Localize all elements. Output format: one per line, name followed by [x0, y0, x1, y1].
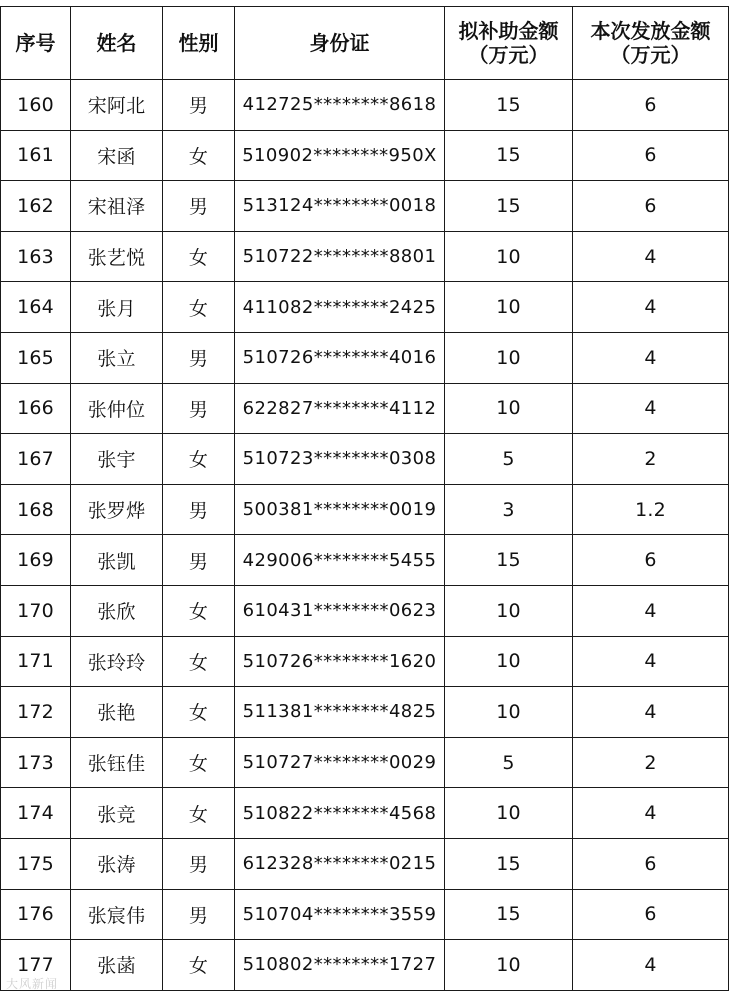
cell-seq: 164 — [1, 282, 71, 333]
cell-seq: 162 — [1, 181, 71, 232]
cell-name: 宋祖泽 — [71, 181, 163, 232]
cell-gender: 男 — [163, 889, 235, 940]
cell-issued: 1.2 — [573, 484, 729, 535]
cell-gender: 男 — [163, 332, 235, 383]
cell-issued: 4 — [573, 940, 729, 991]
cell-gender: 女 — [163, 282, 235, 333]
table-header — [1, 7, 729, 80]
cell-issued: 6 — [573, 535, 729, 586]
cell-id: 510726********4016 — [235, 332, 445, 383]
cell-gender: 女 — [163, 434, 235, 485]
cell-id: 412725********8618 — [235, 80, 445, 131]
cell-planned: 10 — [445, 231, 573, 282]
cell-gender: 男 — [163, 535, 235, 586]
cell-planned: 10 — [445, 383, 573, 434]
cell-id: 510822********4568 — [235, 788, 445, 839]
cell-id: 510802********1727 — [235, 940, 445, 991]
cell-issued: 4 — [573, 585, 729, 636]
cell-id: 510902********950X — [235, 130, 445, 181]
cell-name: 张罗烨 — [71, 484, 163, 535]
header-issued-label: 本次发放金额 — [590, 19, 711, 43]
cell-name: 张菡 — [71, 940, 163, 991]
cell-name: 张宇 — [71, 434, 163, 485]
cell-seq: 172 — [1, 687, 71, 738]
header-issued-unit: （万元） — [610, 43, 691, 67]
header-planned-amount — [445, 7, 573, 80]
cell-planned: 10 — [445, 788, 573, 839]
cell-gender: 男 — [163, 383, 235, 434]
cell-id: 510726********1620 — [235, 636, 445, 687]
cell-gender: 女 — [163, 636, 235, 687]
cell-planned: 15 — [445, 130, 573, 181]
cell-name: 张艳 — [71, 687, 163, 738]
cell-planned: 10 — [445, 332, 573, 383]
cell-issued: 4 — [573, 636, 729, 687]
table-row — [1, 838, 729, 889]
cell-issued: 6 — [573, 181, 729, 232]
cell-seq: 167 — [1, 434, 71, 485]
cell-planned: 10 — [445, 687, 573, 738]
cell-issued: 4 — [573, 332, 729, 383]
cell-id: 429006********5455 — [235, 535, 445, 586]
cell-gender: 男 — [163, 181, 235, 232]
cell-name: 宋阿北 — [71, 80, 163, 131]
cell-seq: 161 — [1, 130, 71, 181]
cell-name: 张宸伟 — [71, 889, 163, 940]
subsidy-table — [0, 6, 729, 991]
cell-planned: 5 — [445, 737, 573, 788]
cell-id: 612328********0215 — [235, 838, 445, 889]
table-row — [1, 383, 729, 434]
cell-name: 张涛 — [71, 838, 163, 889]
cell-seq: 174 — [1, 788, 71, 839]
cell-seq: 168 — [1, 484, 71, 535]
cell-issued: 4 — [573, 282, 729, 333]
header-gender: 性别 — [163, 7, 235, 80]
cell-id: 510704********3559 — [235, 889, 445, 940]
cell-id: 622827********4112 — [235, 383, 445, 434]
header-seq: 序号 — [1, 7, 71, 80]
cell-issued: 6 — [573, 130, 729, 181]
cell-id: 513124********0018 — [235, 181, 445, 232]
cell-id: 510722********8801 — [235, 231, 445, 282]
cell-issued: 6 — [573, 889, 729, 940]
cell-seq: 171 — [1, 636, 71, 687]
cell-planned: 15 — [445, 838, 573, 889]
cell-id: 510727********0029 — [235, 737, 445, 788]
table-row — [1, 535, 729, 586]
cell-name: 张艺悦 — [71, 231, 163, 282]
cell-issued: 2 — [573, 737, 729, 788]
cell-issued: 2 — [573, 434, 729, 485]
cell-gender: 女 — [163, 130, 235, 181]
cell-seq: 169 — [1, 535, 71, 586]
header-row — [1, 7, 729, 80]
table-row — [1, 181, 729, 232]
cell-issued: 6 — [573, 80, 729, 131]
cell-name: 张竞 — [71, 788, 163, 839]
cell-issued: 6 — [573, 838, 729, 889]
cell-seq: 170 — [1, 585, 71, 636]
cell-id: 511381********4825 — [235, 687, 445, 738]
header-id: 身份证 — [235, 7, 445, 80]
cell-id: 610431********0623 — [235, 585, 445, 636]
cell-issued: 4 — [573, 687, 729, 738]
table-row — [1, 332, 729, 383]
cell-seq: 163 — [1, 231, 71, 282]
cell-gender: 男 — [163, 80, 235, 131]
cell-gender: 男 — [163, 484, 235, 535]
cell-planned: 15 — [445, 535, 573, 586]
table-row — [1, 737, 729, 788]
table-row — [1, 585, 729, 636]
cell-planned: 15 — [445, 80, 573, 131]
cell-seq: 160 — [1, 80, 71, 131]
cell-gender: 男 — [163, 838, 235, 889]
cell-gender: 女 — [163, 585, 235, 636]
cell-seq: 176 — [1, 889, 71, 940]
cell-issued: 4 — [573, 383, 729, 434]
table-row — [1, 484, 729, 535]
cell-name: 张仲位 — [71, 383, 163, 434]
cell-issued: 4 — [573, 231, 729, 282]
header-planned-label: 拟补助金额 — [458, 19, 559, 43]
table-row — [1, 889, 729, 940]
table-row — [1, 130, 729, 181]
cell-gender: 女 — [163, 687, 235, 738]
table-row — [1, 231, 729, 282]
cell-gender: 女 — [163, 788, 235, 839]
cell-seq: 177 — [1, 940, 71, 991]
cell-planned: 5 — [445, 434, 573, 485]
table-row — [1, 687, 729, 738]
cell-seq: 173 — [1, 737, 71, 788]
cell-planned: 10 — [445, 940, 573, 991]
cell-gender: 女 — [163, 231, 235, 282]
cell-planned: 3 — [445, 484, 573, 535]
cell-id: 411082********2425 — [235, 282, 445, 333]
cell-name: 张立 — [71, 332, 163, 383]
cell-planned: 10 — [445, 636, 573, 687]
header-issued-amount — [573, 7, 729, 80]
cell-name: 张钰佳 — [71, 737, 163, 788]
table-row — [1, 940, 729, 991]
cell-id: 500381********0019 — [235, 484, 445, 535]
cell-seq: 175 — [1, 838, 71, 889]
cell-seq: 166 — [1, 383, 71, 434]
cell-planned: 10 — [445, 282, 573, 333]
cell-planned: 10 — [445, 585, 573, 636]
cell-name: 张玲玲 — [71, 636, 163, 687]
table-row — [1, 80, 729, 131]
cell-gender: 女 — [163, 940, 235, 991]
cell-id: 510723********0308 — [235, 434, 445, 485]
cell-gender: 女 — [163, 737, 235, 788]
table-row — [1, 788, 729, 839]
cell-name: 张凯 — [71, 535, 163, 586]
header-planned-unit: （万元） — [468, 43, 549, 67]
cell-name: 宋函 — [71, 130, 163, 181]
header-name: 姓名 — [71, 7, 163, 80]
cell-issued: 4 — [573, 788, 729, 839]
table-row — [1, 434, 729, 485]
table-row — [1, 282, 729, 333]
table-body — [1, 80, 729, 991]
cell-planned: 15 — [445, 181, 573, 232]
cell-planned: 15 — [445, 889, 573, 940]
table-row — [1, 636, 729, 687]
cell-name: 张欣 — [71, 585, 163, 636]
cell-seq: 165 — [1, 332, 71, 383]
cell-name: 张月 — [71, 282, 163, 333]
watermark: 大风新闻 — [6, 977, 59, 991]
